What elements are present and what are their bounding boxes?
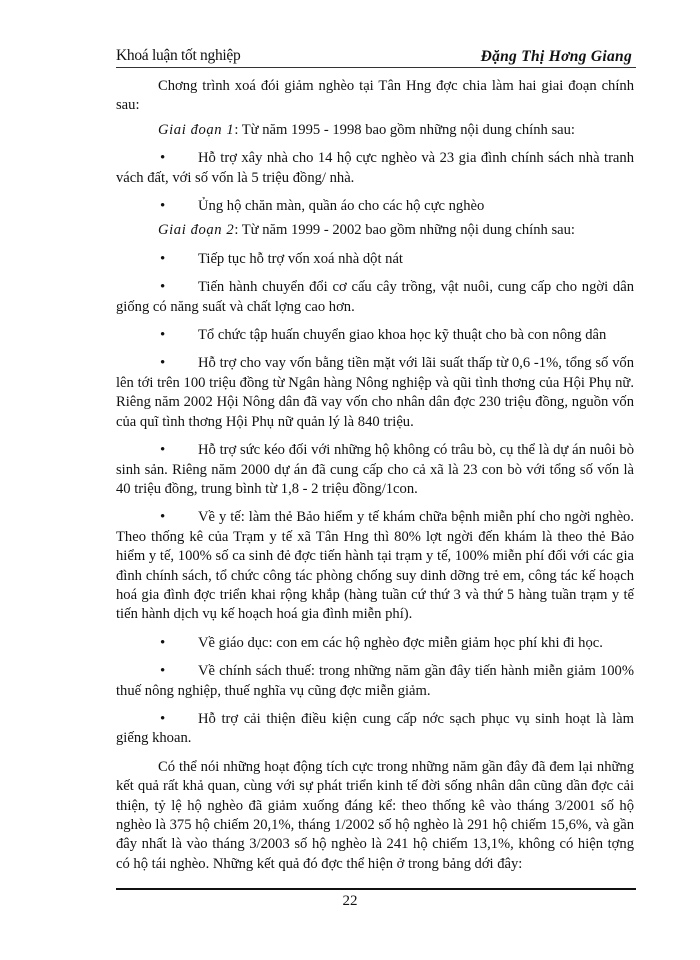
document-body <box>116 77 634 874</box>
bullet-icon: • <box>160 150 166 167</box>
header-thesis-title: Khoá luận tốt nghiệp <box>116 47 241 64</box>
bullet-icon: • <box>160 279 166 296</box>
bullet-icon: • <box>160 250 166 267</box>
bullet-icon: • <box>160 634 166 651</box>
list-item: • Về giáo dục: con em các hộ nghèo đợc miễn giảm học phí khi đi học. <box>116 634 634 653</box>
header-author-name: Đặng Thị Hơng Giang <box>480 48 632 65</box>
phase-1-text: : Từ năm 1995 - 1998 bao gồm những nội dung chính sau: <box>234 121 575 138</box>
page-header <box>116 47 636 68</box>
bullet-icon: • <box>160 663 166 680</box>
bullet-icon: • <box>160 327 166 344</box>
footer-divider <box>116 888 636 890</box>
page-number: 22 <box>342 893 358 909</box>
bullet-icon: • <box>160 710 166 727</box>
bullet-icon: • <box>160 509 166 526</box>
bullet-icon: • <box>160 355 166 372</box>
bullet-icon: • <box>160 442 166 459</box>
bullet-icon: • <box>160 198 166 215</box>
list-item: • Ủng hộ chăn màn, quần áo cho các hộ cực nghèo <box>116 197 634 216</box>
intro-paragraph: Chơng trình xoá đói giảm nghèo tại Tân Hng đợc chia làm hai giai đoạn chính sau: <box>116 78 634 114</box>
list-item: • Hỗ trợ sức kéo đối với những hộ không có trâu bò, cụ thể là dự án nuôi bò sinh sản. Riêng năm 2000 dự án đã cung cấp cho cả xã là 23 con bò với tổng số vốn là 40 triệu đồng, trung bình từ 1,8 - 2 triệu đồng/1con. <box>116 442 634 497</box>
phase-1-heading <box>116 121 634 140</box>
list-item: • Tiếp tục hỗ trợ vốn xoá nhà dột nát <box>116 250 634 269</box>
phase-1-label: Giai đoạn 1 <box>158 121 235 138</box>
list-item: • Hỗ trợ cho vay vốn bằng tiền mặt với lãi suất thấp từ 0,6 -1%, tổng số vốn lên tới trên 100 triệu đồng từ Ngân hàng Nông nghiệp và qũi tình thơng của Hội Phụ nữ. Riêng năm 2002 Hội Nông dân đã vay vốn cho nhân dân đợc 230 triệu đồng, nguồn vốn của quĩ tình thơng Hội Phụ nữ quản lý là 840 triệu. <box>116 355 634 430</box>
phase-2-text: : Từ năm 1999 - 2002 bao gồm những nội dung chính sau: <box>234 222 575 239</box>
phase-2-heading <box>116 221 634 240</box>
list-item: • Hỗ trợ xây nhà cho 14 hộ cực nghèo và 23 gia đình chính sách nhà tranh vách đất, với số vốn là 5 triệu đồng/ nhà. <box>116 150 634 186</box>
list-item: • Hỗ trợ cải thiện điều kiện cung cấp nớc sạch phục vụ sinh hoạt là làm giếng khoan. <box>116 710 634 747</box>
conclusion-paragraph: Có thể nói những hoạt động tích cực trong những năm gần đây đã đem lại những kết quả rất khả quan, cùng với sự phát triển kinh tế đời sống nhân dân cũng dần đợc cải thiện, tỷ lệ hộ nghèo đã giảm xuống đáng kể: theo thống kê vào tháng 3/2001 số hộ nghèo là 375 hộ chiếm 20,1%, tháng 1/2002 số hộ nghèo là 291 hộ chiếm 15,6%, và gần đây nhất là vào tháng 3/2003 số hộ nghèo là 241 hộ chiếm 13,1%, không có hiện tợng có hộ tái nghèo. Những kết quả đó đợc thể hiện ở trong bảng dới đây: <box>116 758 634 872</box>
list-item: • Tổ chức tập huấn chuyển giao khoa học kỹ thuật cho bà con nông dân <box>116 326 634 345</box>
list-item: • Về chính sách thuế: trong những năm gần đây tiến hành miễn giảm 100% thuế nông nghiệp, thuế nghĩa vụ cũng đợc miễn giảm. <box>116 663 634 699</box>
list-item: • Tiến hành chuyển đổi cơ cấu cây trồng, vật nuôi, cung cấp cho ngời dân giống có năng suất và chất lợng cao hơn. <box>116 279 634 315</box>
list-item: • Về y tế: làm thẻ Bảo hiểm y tế khám chữa bệnh miễn phí cho ngời nghèo. Theo thống kê của Trạm y tế xã Tân Hng thì 80% lợt ngời đến khám là theo thẻ Bảo hiểm y tế, 100% số ca sinh đẻ đợc tiến hành tại trạm y tế, 100% miễn phí đối với các gia đình chính sách, tổ chức công tác phòng chống suy dinh dỡng trẻ em, công tác kế hoạch hoá gia đình đợc triển khai rộng khắp (hàng tuần cứ thứ 3 và thứ 5 hàng tuần trạm y tế tiến hành dịch vụ kế hoạch hoá gia đình miễn phí). <box>116 509 634 623</box>
phase-2-label: Giai đoạn 2 <box>158 222 235 239</box>
